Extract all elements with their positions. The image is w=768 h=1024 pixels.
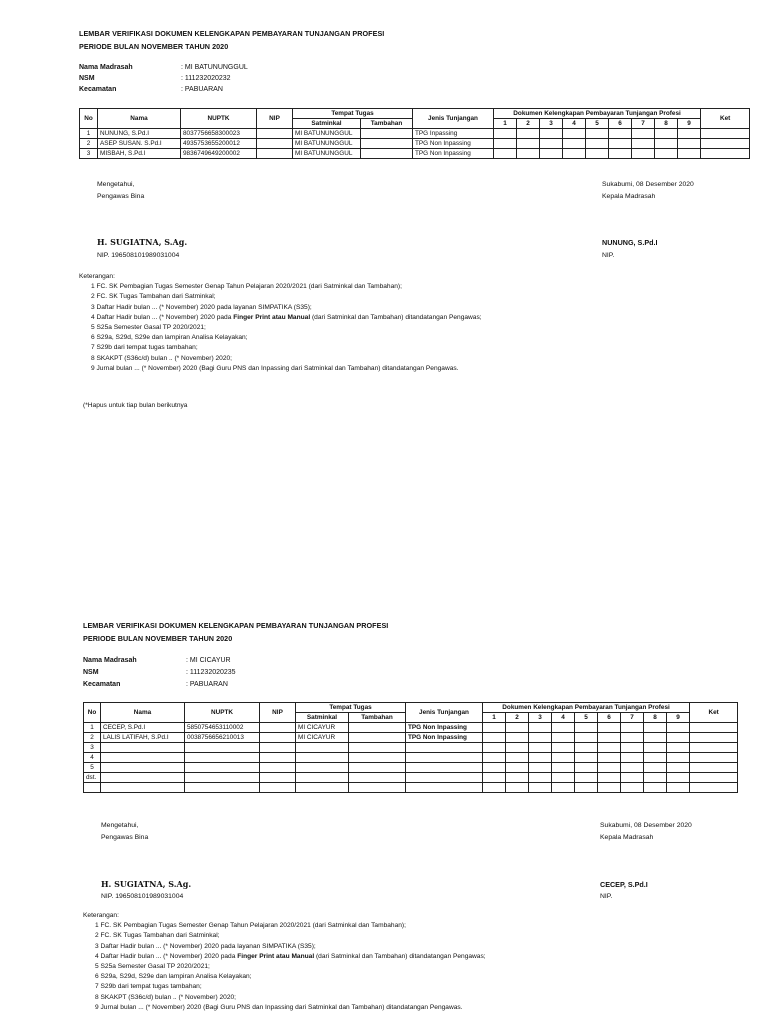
- info-value: : PABUARAN: [181, 86, 223, 93]
- row-satminkal: [296, 763, 349, 773]
- doc-cell: [598, 723, 621, 733]
- note-item: 7 S29b dari tempat tugas tambahan;: [91, 344, 198, 352]
- note-item: 1 FC. SK Pembagian Tugas Semester Genap Tahun Pelajaran 2020/2021 (dari Satminkal dan Tambahan);: [91, 283, 402, 291]
- col-header-nuptk: NUPTK: [181, 109, 257, 129]
- doc-number: 9: [667, 713, 690, 723]
- doc-cell: [483, 733, 506, 743]
- col-header-no: No: [84, 703, 101, 723]
- doc-cell: [621, 733, 644, 743]
- right-sig-line2: Kepala Madrasah: [602, 193, 656, 200]
- note-item: 7 S29b dari tempat tugas tambahan;: [95, 983, 202, 991]
- doc-number: 7: [621, 713, 644, 723]
- left-sig-line2: Pengawas Bina: [101, 834, 149, 841]
- row-nuptk: 4935753655200012: [181, 139, 257, 149]
- doc-cell: [529, 733, 552, 743]
- row-nama: LALIS LATIFAH, S.Pd.I: [101, 733, 185, 743]
- row-no: 2: [84, 733, 101, 743]
- note-item: 8 SKAKPT (S36c/d) bulan .. (* November) 2020;: [95, 993, 236, 1001]
- doc-cell: [575, 733, 598, 743]
- right-sig-name: NUNUNG, S.Pd.I: [602, 238, 658, 247]
- row-tambahan: [349, 723, 406, 733]
- col-header-nama: Nama: [101, 703, 185, 723]
- row-satminkal: MI CICAYUR: [296, 723, 349, 733]
- row-jenis: TPG Non Inpassing: [406, 733, 483, 743]
- left-sig-nip: NIP. 196508101989031004: [101, 893, 184, 900]
- col-header-ket: Ket: [701, 109, 750, 129]
- table-row: [84, 723, 738, 733]
- doc-cell: [667, 723, 690, 733]
- form-period: PERIODE BULAN NOVEMBER TAHUN 2020: [79, 42, 229, 51]
- col-header-tempat-tugas: Tempat Tugas: [296, 703, 406, 713]
- note-item: 2 FC. SK Tugas Tambahan dari Satminkal;: [91, 293, 216, 301]
- row-jenis: [406, 783, 483, 793]
- row-jenis: TPG Non Inpassing: [413, 149, 494, 159]
- ket-cell: [690, 733, 738, 743]
- row-satminkal: MI BATUNUNGGUL: [293, 129, 361, 139]
- row-no: dst.: [84, 773, 101, 783]
- row-satminkal: [296, 783, 349, 793]
- row-nip: [260, 773, 296, 783]
- note-item: 2 FC. SK Tugas Tambahan dari Satminkal;: [95, 932, 220, 940]
- doc-cell: [598, 733, 621, 743]
- left-sig-name: H. SUGIATNA, S.Ag.: [97, 237, 188, 247]
- info-label: Nama Madrasah: [83, 657, 137, 664]
- col-header-no: No: [80, 109, 98, 129]
- info-value: : 111232020235: [186, 669, 236, 676]
- form-title: LEMBAR VERIFIKASI DOKUMEN KELENGKAPAN PEMBAYARAN TUNJANGAN PROFESI: [83, 621, 389, 630]
- doc-number: 5: [575, 713, 598, 723]
- doc-number: 3: [540, 119, 563, 129]
- doc-number: 4: [563, 119, 586, 129]
- row-satminkal: [296, 773, 349, 783]
- doc-number: 4: [552, 713, 575, 723]
- row-nama: CECEP, S.Pd.I: [101, 723, 185, 733]
- col-header-jenis: Jenis Tunjangan: [413, 109, 494, 129]
- row-jenis: [406, 763, 483, 773]
- notes-label: Keterangan:: [79, 273, 115, 280]
- table-row: [84, 773, 738, 783]
- right-sig-line1: Sukabumi, 08 Desember 2020: [602, 181, 694, 188]
- row-nuptk: 5850754653110002: [185, 723, 260, 733]
- doc-cell: [483, 723, 506, 733]
- doc-number: 1: [494, 119, 517, 129]
- col-header-jenis: Jenis Tunjangan: [406, 703, 483, 723]
- notes-label: Keterangan:: [83, 912, 119, 919]
- info-label: Kecamatan: [79, 86, 117, 93]
- row-nama: [101, 753, 185, 763]
- row-jenis: TPG Inpassing: [413, 129, 494, 139]
- note-item: 3 Daftar Hadir bulan ... (* November) 2020 pada layanan SIMPATIKA (S35);: [91, 303, 312, 311]
- row-nuptk: 8037756658300023: [181, 129, 257, 139]
- row-nama: ASEP SUSAN. S.Pd.I: [98, 139, 181, 149]
- row-no: 5: [84, 763, 101, 773]
- info-value: : 111232020232: [181, 75, 231, 82]
- row-no: 1: [84, 723, 101, 733]
- col-header-nip: NIP: [260, 703, 296, 723]
- doc-cell: [575, 723, 598, 733]
- info-value: : MI BATUNUNGGUL: [181, 64, 248, 71]
- note-item: 4 Daftar Hadir bulan ... (* November) 2020 pada Finger Print atau Manual (dari Satminkal dan Tambahan) ditandatangan Pengawas;: [95, 952, 486, 960]
- table-row: [84, 783, 738, 793]
- row-no: 3: [80, 149, 98, 159]
- col-header-satminkal: Satminkal: [296, 713, 349, 723]
- col-header-dokumen: Dokumen Kelengkapan Pembayaran Tunjangan Profesi: [494, 109, 701, 119]
- doc-cell: [506, 723, 529, 733]
- row-nama: [101, 743, 185, 753]
- form-title: LEMBAR VERIFIKASI DOKUMEN KELENGKAPAN PEMBAYARAN TUNJANGAN PROFESI: [79, 29, 385, 38]
- row-nama: [101, 783, 185, 793]
- row-nuptk: [185, 753, 260, 763]
- right-sig-nip: NIP.: [602, 252, 615, 259]
- row-satminkal: [296, 753, 349, 763]
- row-nip: [260, 753, 296, 763]
- doc-number: 7: [632, 119, 655, 129]
- notes: [83, 911, 486, 1013]
- row-nip: [260, 763, 296, 773]
- row-tambahan: [349, 783, 406, 793]
- left-sig-line1: Mengetahui,: [97, 181, 135, 188]
- info-value: : PABUARAN: [186, 681, 228, 688]
- col-header-tambahan: Tambahan: [349, 713, 406, 723]
- doc-cell: [552, 723, 575, 733]
- row-nama: NUNUNG, S.Pd.I: [98, 129, 181, 139]
- row-tambahan: [349, 773, 406, 783]
- doc-cell: [667, 733, 690, 743]
- note-item: 8 SKAKPT (S36c/d) bulan .. (* November) 2020;: [91, 354, 232, 362]
- col-header-nuptk: NUPTK: [185, 703, 260, 723]
- row-jenis: [406, 743, 483, 753]
- table-row: [84, 763, 738, 773]
- col-header-tempat-tugas: Tempat Tugas: [293, 109, 413, 119]
- note-item: 9 Jurnal bulan ... (* November) 2020 (Bagi Guru PNS dan Inpassing dari Satminkal dan Tambahan) ditandatangan Pengawas.: [91, 364, 459, 372]
- note-item: 6 S29a, S29d, S29e dan lampiran Analisa Kelayakan;: [91, 334, 248, 342]
- doc-cell: [529, 723, 552, 733]
- info-label: Nama Madrasah: [79, 64, 133, 71]
- doc-number: 5: [586, 119, 609, 129]
- doc-cell: [621, 723, 644, 733]
- row-no: 4: [84, 753, 101, 763]
- row-satminkal: MI BATUNUNGGUL: [293, 149, 361, 159]
- row-nama: [101, 763, 185, 773]
- row-nip: [260, 743, 296, 753]
- row-nuptk: 0038756656210013: [185, 733, 260, 743]
- right-sig-nip: NIP.: [600, 893, 613, 900]
- doc-cell: [506, 733, 529, 743]
- doc-cell: [552, 733, 575, 743]
- row-no: [84, 783, 101, 793]
- row-tambahan: [349, 733, 406, 743]
- row-no: 2: [80, 139, 98, 149]
- info-label: NSM: [79, 75, 95, 82]
- row-nuptk: 9836749649200002: [181, 149, 257, 159]
- row-nip: [260, 723, 296, 733]
- row-satminkal: MI CICAYUR: [296, 733, 349, 743]
- row-jenis: [406, 773, 483, 783]
- info-label: Kecamatan: [83, 681, 121, 688]
- doc-number: 8: [655, 119, 678, 129]
- row-tambahan: [349, 763, 406, 773]
- doc-number: 1: [483, 713, 506, 723]
- col-header-nama: Nama: [98, 109, 181, 129]
- row-nuptk: [185, 743, 260, 753]
- left-sig-line1: Mengetahui,: [101, 822, 139, 829]
- left-sig-line2: Pengawas Bina: [97, 193, 145, 200]
- col-header-satminkal: Satminkal: [293, 119, 361, 129]
- table-row: [84, 753, 738, 763]
- doc-number: 2: [517, 119, 540, 129]
- row-nama: MISBAH, S.Pd.I: [98, 149, 181, 159]
- note-item: 6 S29a, S29d, S29e dan lampiran Analisa Kelayakan;: [95, 973, 252, 981]
- row-jenis: TPG Non Inpassing: [406, 723, 483, 733]
- row-tambahan: [349, 743, 406, 753]
- row-satminkal: MI BATUNUNGGUL: [293, 139, 361, 149]
- doc-cell: [644, 723, 667, 733]
- info-label: NSM: [83, 669, 99, 676]
- col-header-nip: NIP: [257, 109, 293, 129]
- row-tambahan: [349, 753, 406, 763]
- col-header-tambahan: Tambahan: [361, 119, 413, 129]
- row-nip: [260, 783, 296, 793]
- col-header-dokumen: Dokumen Kelengkapan Pembayaran Tunjangan Profesi: [483, 703, 690, 713]
- info-value: : MI CICAYUR: [186, 657, 231, 664]
- note-item: 3 Daftar Hadir bulan ... (* November) 2020 pada layanan SIMPATIKA (S35);: [95, 942, 316, 950]
- row-jenis: TPG Non Inpassing: [413, 139, 494, 149]
- form-period: PERIODE BULAN NOVEMBER TAHUN 2020: [83, 634, 233, 643]
- note-item: 1 FC. SK Pembagian Tugas Semester Genap Tahun Pelajaran 2020/2021 (dari Satminkal dan Tambahan);: [95, 922, 406, 930]
- row-nuptk: [185, 773, 260, 783]
- left-sig-name: H. SUGIATNA, S.Ag.: [101, 879, 192, 889]
- left-sig-nip: NIP. 196508101989031004: [97, 252, 180, 259]
- row-nuptk: [185, 763, 260, 773]
- footnote: (*Hapus untuk tiap bulan berikutnya: [83, 402, 188, 409]
- doc-number: 3: [529, 713, 552, 723]
- right-sig-line1: Sukabumi, 08 Desember 2020: [600, 822, 692, 829]
- row-no: 1: [80, 129, 98, 139]
- table-row: [84, 743, 738, 753]
- note-item: 9 Jurnal bulan ... (* November) 2020 (Bagi Guru PNS dan Inpassing dari Satminkal dan Tambahan) ditandatangan Pengawas.: [95, 1003, 463, 1011]
- row-jenis: [406, 753, 483, 763]
- note-item: 4 Daftar Hadir bulan ... (* November) 2020 pada Finger Print atau Manual (dari Satminkal dan Tambahan) ditandatangan Pengawas;: [91, 313, 482, 321]
- doc-number: 2: [506, 713, 529, 723]
- row-nuptk: [185, 783, 260, 793]
- doc-number: 8: [644, 713, 667, 723]
- table-row: [84, 733, 738, 743]
- verification-table: [83, 702, 738, 793]
- note-item: 5 S25a Semester Gasal TP 2020/2021;: [95, 963, 210, 971]
- ket-cell: [690, 723, 738, 733]
- row-nip: [260, 733, 296, 743]
- row-nama: [101, 773, 185, 783]
- col-header-ket: Ket: [690, 703, 738, 723]
- doc-number: 6: [598, 713, 621, 723]
- right-sig-name: CECEP, S.Pd.I: [600, 880, 648, 889]
- row-no: 3: [84, 743, 101, 753]
- right-sig-line2: Kepala Madrasah: [600, 834, 654, 841]
- note-item: 5 S25a Semester Gasal TP 2020/2021;: [91, 324, 206, 332]
- doc-cell: [644, 733, 667, 743]
- row-satminkal: [296, 743, 349, 753]
- doc-number: 9: [678, 119, 701, 129]
- doc-number: 6: [609, 119, 632, 129]
